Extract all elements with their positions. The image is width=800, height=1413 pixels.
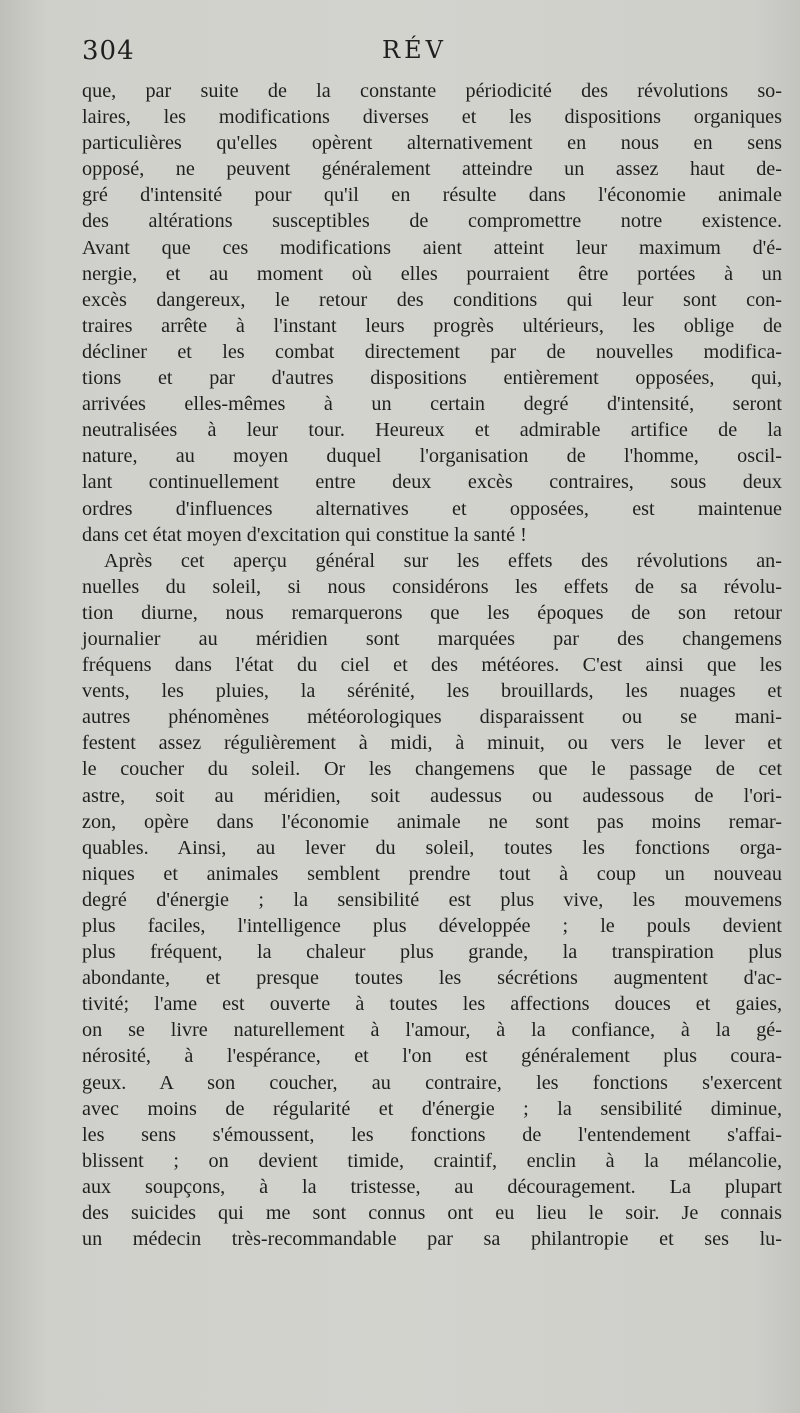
text-line: le coucher du soleil. Or les changemens que le passage de cet bbox=[82, 758, 782, 781]
text-line: les sens s'émoussent, les fonctions de l'entendement s'affai- bbox=[82, 1123, 782, 1146]
text-line: vents, les pluies, la sérénité, les brouillards, les nuages et bbox=[82, 680, 782, 703]
text-line: décliner et les combat directement par de nouvelles modifica- bbox=[82, 340, 782, 363]
text-line: traires arrête à l'instant leurs progrès ultérieurs, les oblige de bbox=[82, 314, 782, 337]
page-header bbox=[82, 36, 782, 76]
text-line: un médecin très-recommandable par sa philantropie et ses lu- bbox=[82, 1228, 782, 1251]
text-line: geux. A son coucher, au contraire, les fonctions s'exercent bbox=[82, 1071, 782, 1094]
paragraph bbox=[82, 548, 782, 1253]
text-line: neutralisées à leur tour. Heureux et admirable artifice de la bbox=[82, 419, 782, 442]
text-line: opposé, ne peuvent généralement atteindre un assez haut de- bbox=[82, 158, 782, 181]
page-number: 304 bbox=[82, 36, 135, 66]
text-line: astre, soit au méridien, soit audessus ou audessous de l'ori- bbox=[82, 784, 782, 807]
text-line: zon, opère dans l'économie animale ne sont pas moins remar- bbox=[82, 810, 782, 833]
text-line: degré d'énergie ; la sensibilité est plus vive, les mouvemens bbox=[82, 888, 782, 911]
text-line: dans cet état moyen d'excitation qui constitue la santé ! bbox=[82, 523, 527, 546]
text-line: Avant que ces modifications aient atteint leur maximum d'é- bbox=[82, 236, 782, 259]
text-line: tions et par d'autres dispositions entièrement opposées, qui, bbox=[82, 367, 782, 390]
text-line: tion diurne, nous remarquerons que les époques de son retour bbox=[82, 601, 782, 624]
text-line: arrivées elles-mêmes à un certain degré d'intensité, seront bbox=[82, 393, 782, 416]
text-line: ordres d'influences alternatives et opposées, est maintenue bbox=[82, 497, 782, 520]
text-line: que, par suite de la constante périodicité des révolutions so- bbox=[82, 80, 782, 102]
text-line: gré d'intensité pour qu'il en résulte dans l'économie animale bbox=[82, 184, 782, 207]
text-line: festent assez régulièrement à midi, à minuit, ou vers le lever et bbox=[82, 732, 782, 755]
text-line: fréquens dans l'état du ciel et des météores. C'est ainsi que les bbox=[82, 654, 782, 677]
text-line: lant continuellement entre deux excès contraires, sous deux bbox=[82, 471, 782, 494]
text-line: aux soupçons, à la tristesse, au découragement. La plupart bbox=[82, 1175, 782, 1198]
text-line: nérosité, à l'espérance, et l'on est généralement plus coura- bbox=[82, 1045, 782, 1068]
text-line: on se livre naturellement à l'amour, à la confiance, à la gé- bbox=[82, 1019, 782, 1042]
text-line: quables. Ainsi, au lever du soleil, toutes les fonctions orga- bbox=[82, 836, 782, 859]
text-line: abondante, et presque toutes les sécrétions augmentent d'ac- bbox=[82, 967, 782, 990]
text-line: tivité; l'ame est ouverte à toutes les affections douces et gaies, bbox=[82, 993, 782, 1016]
text-line: excès dangereux, le retour des conditions qui leur sont con- bbox=[82, 288, 782, 311]
text-line: plus faciles, l'intelligence plus développée ; le pouls devient bbox=[82, 915, 782, 937]
running-head: RÉV bbox=[382, 36, 447, 64]
text-line: niques et animales semblent prendre tout à coup un nouveau bbox=[82, 862, 782, 885]
text-line: nuelles du soleil, si nous considérons les effets de sa révolu- bbox=[82, 575, 782, 598]
text-line: laires, les modifications diverses et les dispositions organiques bbox=[82, 106, 782, 129]
paragraph bbox=[82, 78, 782, 548]
text-line: particulières qu'elles opèrent alternativement en nous en sens bbox=[82, 132, 782, 155]
text-line: nature, au moyen duquel l'organisation de l'homme, oscil- bbox=[82, 445, 782, 468]
text-line: Après cet aperçu général sur les effets des révolutions an- bbox=[104, 549, 782, 572]
text-line: nergie, et au moment où elles pourraient être portées à un bbox=[82, 262, 782, 285]
text-line: des suicides qui me sont connus ont eu lieu le soir. Je connais bbox=[82, 1202, 782, 1225]
text-line: journalier au méridien sont marquées par des changemens bbox=[82, 627, 782, 650]
body-text bbox=[82, 78, 782, 1252]
text-line: autres phénomènes météorologiques disparaissent ou se mani- bbox=[82, 706, 782, 729]
text-line: plus fréquent, la chaleur plus grande, la transpiration plus bbox=[82, 941, 782, 964]
text-line: blissent ; on devient timide, craintif, enclin à la mélancolie, bbox=[82, 1149, 782, 1172]
text-line: avec moins de régularité et d'énergie ; la sensibilité diminue, bbox=[82, 1097, 782, 1120]
text-line: des altérations susceptibles de compromettre notre existence. bbox=[82, 210, 782, 233]
